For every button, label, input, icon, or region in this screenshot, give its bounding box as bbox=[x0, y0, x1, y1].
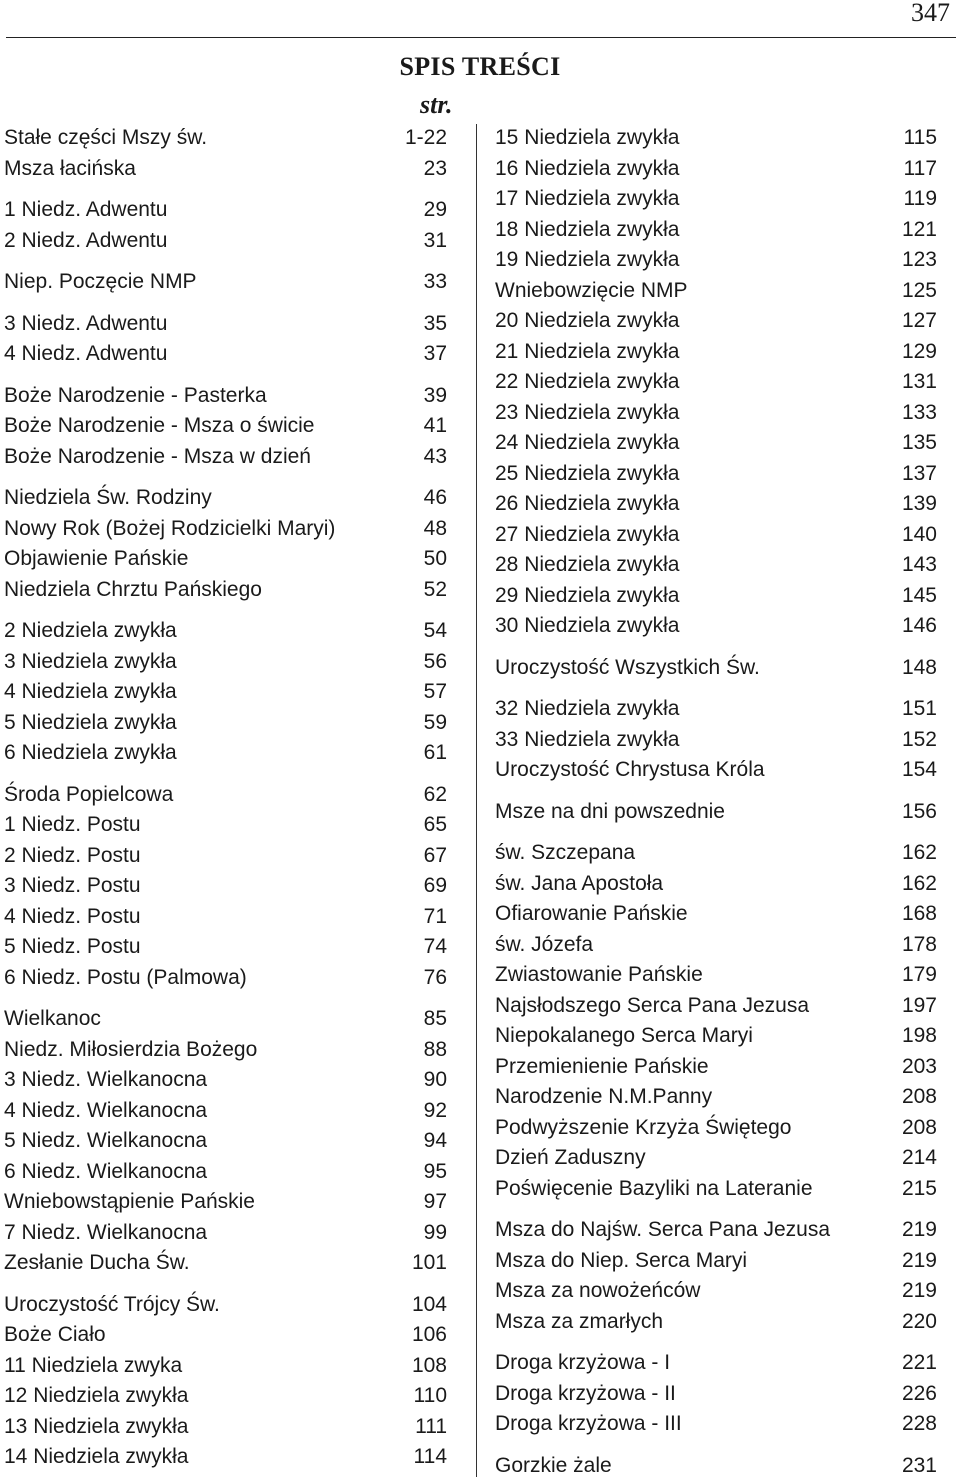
toc-entry-title: 25 Niedziela zwykła bbox=[495, 459, 894, 490]
toc-entry-page: 101 bbox=[404, 1248, 448, 1279]
toc-entry-title: 29 Niedziela zwykła bbox=[495, 581, 894, 612]
toc-entry-page: 50 bbox=[416, 544, 448, 575]
toc-entry-page: 129 bbox=[894, 337, 937, 368]
toc-entry-page: 31 bbox=[416, 226, 448, 257]
toc-group bbox=[495, 1215, 937, 1337]
toc-entry-title: 4 Niedziela zwykła bbox=[4, 677, 416, 708]
toc-entry-title: Objawienie Pańskie bbox=[4, 544, 416, 575]
toc-entry-title: Podwyższenie Krzyża Świętego bbox=[495, 1113, 894, 1144]
toc-entry bbox=[495, 489, 937, 520]
toc-entry bbox=[495, 1113, 937, 1144]
toc-entry bbox=[4, 411, 448, 442]
toc-entry-page: 97 bbox=[416, 1187, 448, 1218]
toc-group bbox=[4, 1290, 448, 1473]
toc-entry-title: Niepokalanego Serca Maryi bbox=[495, 1021, 894, 1052]
toc-entry-title: 5 Niedz. Postu bbox=[4, 932, 416, 963]
toc-entry-title: 17 Niedziela zwykła bbox=[495, 184, 896, 215]
toc-entry-title: Boże Narodzenie - Msza o świcie bbox=[4, 411, 416, 442]
toc-entry-title: Niedziela Św. Rodziny bbox=[4, 483, 416, 514]
toc-entry bbox=[495, 428, 937, 459]
toc-entry-page: 221 bbox=[894, 1348, 937, 1379]
toc-entry bbox=[4, 810, 448, 841]
toc-entry-title: Msza do Najśw. Serca Pana Jezusa bbox=[495, 1215, 894, 1246]
header-rule bbox=[6, 37, 956, 38]
toc-entry bbox=[4, 339, 448, 370]
toc-entry bbox=[4, 1187, 448, 1218]
toc-entry-title: 20 Niedziela zwykła bbox=[495, 306, 894, 337]
toc-entry-title: Uroczystość Chrystusa Króla bbox=[495, 755, 894, 786]
toc-entry-title: 5 Niedziela zwykła bbox=[4, 708, 416, 739]
toc-entry-page: 208 bbox=[894, 1082, 937, 1113]
toc-entry-title: 4 Niedz. Postu bbox=[4, 902, 416, 933]
toc-entry-page: 133 bbox=[894, 398, 937, 429]
toc-entry-title: 4 Niedz. Wielkanocna bbox=[4, 1096, 416, 1127]
toc-entry-page: 92 bbox=[416, 1096, 448, 1127]
toc-entry-page: 151 bbox=[894, 694, 937, 725]
toc-entry-page: 90 bbox=[416, 1065, 448, 1096]
toc-entry-title: Msza do Niep. Serca Maryi bbox=[495, 1246, 894, 1277]
toc-entry-page: 146 bbox=[894, 611, 937, 642]
toc-entry bbox=[495, 1379, 937, 1410]
toc-entry-title: 3 Niedziela zwykła bbox=[4, 647, 416, 678]
toc-group bbox=[4, 195, 448, 256]
toc-entry-page: 57 bbox=[416, 677, 448, 708]
toc-entry-title: 7 Niedz. Wielkanocna bbox=[4, 1218, 416, 1249]
toc-entry-title: 12 Niedziela zwykła bbox=[4, 1381, 406, 1412]
toc-entry bbox=[4, 514, 448, 545]
toc-entry-page: 123 bbox=[894, 245, 937, 276]
toc-entry bbox=[4, 154, 448, 185]
toc-entry-page: 62 bbox=[416, 780, 448, 811]
toc-entry-page: 85 bbox=[416, 1004, 448, 1035]
toc-group bbox=[4, 381, 448, 473]
toc-entry-page: 65 bbox=[416, 810, 448, 841]
toc-entry bbox=[4, 226, 448, 257]
toc-entry-page: 114 bbox=[406, 1442, 448, 1473]
toc-entry bbox=[495, 1409, 937, 1440]
toc-entry-page: 59 bbox=[416, 708, 448, 739]
toc-entry bbox=[4, 616, 448, 647]
toc-entry-title: 5 Niedz. Wielkanocna bbox=[4, 1126, 416, 1157]
column-divider bbox=[476, 124, 477, 1477]
toc-entry-title: 22 Niedziela zwykła bbox=[495, 367, 894, 398]
toc-entry bbox=[4, 1126, 448, 1157]
toc-entry bbox=[495, 550, 937, 581]
toc-entry-page: 29 bbox=[416, 195, 448, 226]
toc-entry-page: 88 bbox=[416, 1035, 448, 1066]
toc-entry bbox=[495, 337, 937, 368]
toc-entry-title: 2 Niedziela zwykła bbox=[4, 616, 416, 647]
toc-entry-page: 214 bbox=[894, 1143, 937, 1174]
toc-entry-page: 198 bbox=[894, 1021, 937, 1052]
toc-entry bbox=[4, 871, 448, 902]
toc-entry bbox=[495, 367, 937, 398]
toc-group bbox=[4, 780, 448, 994]
toc-entry-title: 3 Niedz. Postu bbox=[4, 871, 416, 902]
toc-left-column bbox=[4, 123, 448, 1473]
toc-entry-page: 37 bbox=[416, 339, 448, 370]
toc-entry bbox=[495, 653, 937, 684]
toc-entry-page: 110 bbox=[406, 1381, 448, 1412]
toc-entry bbox=[4, 708, 448, 739]
toc-entry-title: 15 Niedziela zwykła bbox=[495, 123, 896, 154]
toc-entry-title: 1 Niedz. Adwentu bbox=[4, 195, 416, 226]
toc-entry-page: 46 bbox=[416, 483, 448, 514]
toc-entry bbox=[4, 902, 448, 933]
toc-entry-title: 33 Niedziela zwykła bbox=[495, 725, 894, 756]
toc-entry bbox=[4, 1065, 448, 1096]
toc-entry-page: 220 bbox=[894, 1307, 937, 1338]
toc-entry-page: 76 bbox=[416, 963, 448, 994]
toc-entry-page: 178 bbox=[894, 930, 937, 961]
toc-entry-title: 3 Niedz. Adwentu bbox=[4, 309, 416, 340]
page-number: 347 bbox=[911, 0, 950, 28]
toc-entry-page: 137 bbox=[894, 459, 937, 490]
toc-entry bbox=[495, 459, 937, 490]
toc-entry bbox=[495, 611, 937, 642]
toc-group bbox=[495, 797, 937, 828]
toc-entry-title: Wniebowzięcie NMP bbox=[495, 276, 894, 307]
toc-entry bbox=[4, 963, 448, 994]
toc-entry-page: 125 bbox=[894, 276, 937, 307]
toc-entry-title: Boże Ciało bbox=[4, 1320, 404, 1351]
toc-entry-page: 219 bbox=[894, 1246, 937, 1277]
toc-entry-title: Uroczystość Wszystkich Św. bbox=[495, 653, 894, 684]
toc-entry bbox=[495, 930, 937, 961]
toc-entry bbox=[4, 267, 448, 298]
toc-entry bbox=[4, 1351, 448, 1382]
toc-entry-page: 121 bbox=[894, 215, 937, 246]
toc-entry-title: Msza za zmarłych bbox=[495, 1307, 894, 1338]
toc-entry-title: Uroczystość Trójcy Św. bbox=[4, 1290, 404, 1321]
toc-entry bbox=[4, 1248, 448, 1279]
toc-entry-page: 69 bbox=[416, 871, 448, 902]
toc-entry bbox=[495, 245, 937, 276]
toc-entry-page: 104 bbox=[404, 1290, 448, 1321]
toc-entry-title: 27 Niedziela zwykła bbox=[495, 520, 894, 551]
toc-entry-page: 208 bbox=[894, 1113, 937, 1144]
toc-entry-page: 127 bbox=[894, 306, 937, 337]
toc-entry bbox=[495, 991, 937, 1022]
toc-entry-page: 94 bbox=[416, 1126, 448, 1157]
toc-entry-title: 2 Niedz. Postu bbox=[4, 841, 416, 872]
toc-entry bbox=[495, 520, 937, 551]
toc-entry-page: 168 bbox=[894, 899, 937, 930]
toc-entry bbox=[4, 575, 448, 606]
page-column-label: str. bbox=[420, 90, 453, 120]
toc-entry bbox=[4, 1320, 448, 1351]
toc-entry-page: 1-22 bbox=[397, 123, 448, 154]
toc-entry-page: 179 bbox=[894, 960, 937, 991]
toc-entry-title: 6 Niedz. Postu (Palmowa) bbox=[4, 963, 416, 994]
toc-entry-page: 143 bbox=[894, 550, 937, 581]
toc-entry-title: 18 Niedziela zwykła bbox=[495, 215, 894, 246]
toc-entry-page: 61 bbox=[416, 738, 448, 769]
toc-entry bbox=[495, 1174, 937, 1205]
toc-entry bbox=[495, 1082, 937, 1113]
toc-entry-page: 35 bbox=[416, 309, 448, 340]
toc-group bbox=[4, 267, 448, 298]
toc-entry bbox=[4, 1157, 448, 1188]
toc-entry bbox=[4, 309, 448, 340]
toc-entry-title: Boże Narodzenie - Pasterka bbox=[4, 381, 416, 412]
toc-entry-page: 228 bbox=[894, 1409, 937, 1440]
toc-right-column bbox=[495, 123, 937, 1481]
toc-entry bbox=[495, 1246, 937, 1277]
toc-group bbox=[4, 1004, 448, 1279]
toc-entry bbox=[495, 797, 937, 828]
toc-entry-page: 115 bbox=[896, 123, 937, 154]
toc-entry-title: 13 Niedziela zwykła bbox=[4, 1412, 407, 1443]
toc-entry-page: 215 bbox=[894, 1174, 937, 1205]
toc-entry-title: 32 Niedziela zwykła bbox=[495, 694, 894, 725]
toc-entry-title: św. Józefa bbox=[495, 930, 894, 961]
toc-entry bbox=[4, 1218, 448, 1249]
toc-entry bbox=[495, 398, 937, 429]
toc-entry-title: Środa Popielcowa bbox=[4, 780, 416, 811]
toc-entry-title: 1 Niedz. Postu bbox=[4, 810, 416, 841]
toc-entry bbox=[4, 544, 448, 575]
toc-entry bbox=[495, 899, 937, 930]
toc-entry-page: 139 bbox=[894, 489, 937, 520]
toc-entry bbox=[495, 123, 937, 154]
toc-entry-title: Dzień Zaduszny bbox=[495, 1143, 894, 1174]
toc-entry bbox=[495, 154, 937, 185]
toc-entry-title: św. Szczepana bbox=[495, 838, 894, 869]
toc-entry bbox=[495, 1143, 937, 1174]
toc-entry-page: 41 bbox=[416, 411, 448, 442]
toc-entry bbox=[4, 195, 448, 226]
toc-entry-page: 219 bbox=[894, 1215, 937, 1246]
toc-entry-title: Msza łacińska bbox=[4, 154, 416, 185]
toc-entry-page: 119 bbox=[896, 184, 937, 215]
toc-entry-title: 6 Niedz. Wielkanocna bbox=[4, 1157, 416, 1188]
toc-entry-page: 226 bbox=[894, 1379, 937, 1410]
toc-entry-page: 39 bbox=[416, 381, 448, 412]
toc-entry-title: Niep. Poczęcie NMP bbox=[4, 267, 416, 298]
toc-entry bbox=[4, 841, 448, 872]
toc-entry bbox=[495, 1052, 937, 1083]
toc-entry-title: 24 Niedziela zwykła bbox=[495, 428, 894, 459]
toc-entry-page: 231 bbox=[894, 1451, 937, 1481]
toc-entry-title: 6 Niedziela zwykła bbox=[4, 738, 416, 769]
toc-entry-page: 162 bbox=[894, 869, 937, 900]
toc-entry-page: 156 bbox=[894, 797, 937, 828]
toc-entry bbox=[495, 184, 937, 215]
toc-entry bbox=[495, 755, 937, 786]
toc-group bbox=[495, 653, 937, 684]
toc-entry-title: Zwiastowanie Pańskie bbox=[495, 960, 894, 991]
toc-entry bbox=[495, 1307, 937, 1338]
toc-entry bbox=[4, 677, 448, 708]
toc-entry-title: 3 Niedz. Wielkanocna bbox=[4, 1065, 416, 1096]
toc-entry bbox=[495, 276, 937, 307]
toc-entry bbox=[495, 1021, 937, 1052]
toc-group bbox=[495, 694, 937, 786]
toc-entry-page: 111 bbox=[407, 1412, 448, 1443]
toc-entry-page: 219 bbox=[894, 1276, 937, 1307]
toc-entry-title: 16 Niedziela zwykła bbox=[495, 154, 896, 185]
toc-entry-title: Msze na dni powszednie bbox=[495, 797, 894, 828]
toc-entry-title: 11 Niedziela zwyka bbox=[4, 1351, 404, 1382]
toc-entry-title: Boże Narodzenie - Msza w dzień bbox=[4, 442, 416, 473]
toc-entry bbox=[495, 215, 937, 246]
toc-entry bbox=[4, 1096, 448, 1127]
page-title: SPIS TREŚCI bbox=[0, 52, 960, 82]
toc-entry-title: Niedz. Miłosierdzia Bożego bbox=[4, 1035, 416, 1066]
toc-entry-page: 145 bbox=[894, 581, 937, 612]
toc-entry-title: Droga krzyżowa - III bbox=[495, 1409, 894, 1440]
toc-entry-page: 106 bbox=[404, 1320, 448, 1351]
toc-entry bbox=[4, 483, 448, 514]
toc-entry-title: Ofiarowanie Pańskie bbox=[495, 899, 894, 930]
toc-entry-title: Wielkanoc bbox=[4, 1004, 416, 1035]
toc-entry-title: Msza za nowożeńców bbox=[495, 1276, 894, 1307]
toc-entry-page: 117 bbox=[896, 154, 937, 185]
toc-group bbox=[4, 123, 448, 184]
toc-entry-title: św. Jana Apostoła bbox=[495, 869, 894, 900]
toc-entry-title: 26 Niedziela zwykła bbox=[495, 489, 894, 520]
toc-entry-title: 2 Niedz. Adwentu bbox=[4, 226, 416, 257]
toc-entry bbox=[4, 780, 448, 811]
toc-entry-page: 154 bbox=[894, 755, 937, 786]
toc-entry bbox=[4, 442, 448, 473]
toc-entry bbox=[4, 738, 448, 769]
toc-entry-title: 4 Niedz. Adwentu bbox=[4, 339, 416, 370]
toc-entry-title: 23 Niedziela zwykła bbox=[495, 398, 894, 429]
toc-entry-title: 21 Niedziela zwykła bbox=[495, 337, 894, 368]
toc-entry-title: 19 Niedziela zwykła bbox=[495, 245, 894, 276]
toc-group bbox=[495, 838, 937, 1204]
toc-entry bbox=[4, 123, 448, 154]
toc-entry-title: Przemienienie Pańskie bbox=[495, 1052, 894, 1083]
toc-group bbox=[4, 483, 448, 605]
toc-entry bbox=[495, 725, 937, 756]
toc-entry-page: 56 bbox=[416, 647, 448, 678]
toc-entry bbox=[495, 581, 937, 612]
toc-group bbox=[495, 1348, 937, 1440]
toc-group bbox=[4, 309, 448, 370]
toc-entry-page: 162 bbox=[894, 838, 937, 869]
toc-entry-title: 30 Niedziela zwykła bbox=[495, 611, 894, 642]
toc-entry-title: 28 Niedziela zwykła bbox=[495, 550, 894, 581]
toc-entry-page: 140 bbox=[894, 520, 937, 551]
toc-entry-page: 67 bbox=[416, 841, 448, 872]
toc-entry-page: 54 bbox=[416, 616, 448, 647]
toc-entry-title: Droga krzyżowa - I bbox=[495, 1348, 894, 1379]
toc-entry bbox=[495, 960, 937, 991]
toc-entry-page: 33 bbox=[416, 267, 448, 298]
toc-entry bbox=[4, 932, 448, 963]
toc-entry-title: Narodzenie N.M.Panny bbox=[495, 1082, 894, 1113]
toc-entry-page: 71 bbox=[416, 902, 448, 933]
toc-group bbox=[495, 1451, 937, 1481]
toc-entry bbox=[4, 1381, 448, 1412]
toc-entry-page: 131 bbox=[894, 367, 937, 398]
toc-entry bbox=[4, 1290, 448, 1321]
toc-entry bbox=[4, 381, 448, 412]
toc-entry-title: Zesłanie Ducha Św. bbox=[4, 1248, 404, 1279]
toc-entry bbox=[4, 647, 448, 678]
toc-entry-page: 108 bbox=[404, 1351, 448, 1382]
toc-entry bbox=[4, 1004, 448, 1035]
toc-entry-title: Gorzkie żale bbox=[495, 1451, 894, 1481]
toc-entry bbox=[495, 1348, 937, 1379]
toc-group bbox=[495, 123, 937, 642]
toc-entry-page: 43 bbox=[416, 442, 448, 473]
toc-entry bbox=[495, 1276, 937, 1307]
toc-entry-page: 203 bbox=[894, 1052, 937, 1083]
toc-entry bbox=[4, 1442, 448, 1473]
toc-entry-title: 14 Niedziela zwykła bbox=[4, 1442, 406, 1473]
toc-entry-page: 74 bbox=[416, 932, 448, 963]
toc-entry bbox=[495, 306, 937, 337]
toc-entry-title: Nowy Rok (Bożej Rodzicielki Maryi) bbox=[4, 514, 416, 545]
toc-entry-title: Najsłodszego Serca Pana Jezusa bbox=[495, 991, 894, 1022]
toc-entry-page: 135 bbox=[894, 428, 937, 459]
toc-entry bbox=[495, 1215, 937, 1246]
toc-entry-title: Droga krzyżowa - II bbox=[495, 1379, 894, 1410]
toc-entry bbox=[495, 694, 937, 725]
toc-entry-page: 95 bbox=[416, 1157, 448, 1188]
toc-entry-page: 148 bbox=[894, 653, 937, 684]
toc-entry-page: 23 bbox=[416, 154, 448, 185]
toc-entry bbox=[4, 1412, 448, 1443]
toc-entry-page: 48 bbox=[416, 514, 448, 545]
toc-entry bbox=[495, 1451, 937, 1481]
toc-entry-title: Wniebowstąpienie Pańskie bbox=[4, 1187, 416, 1218]
toc-entry-page: 197 bbox=[894, 991, 937, 1022]
toc-entry bbox=[495, 869, 937, 900]
toc-entry-page: 152 bbox=[894, 725, 937, 756]
toc-entry-title: Poświęcenie Bazyliki na Lateranie bbox=[495, 1174, 894, 1205]
toc-entry-title: Niedziela Chrztu Pańskiego bbox=[4, 575, 416, 606]
toc-entry-page: 52 bbox=[416, 575, 448, 606]
toc-group bbox=[4, 616, 448, 769]
toc-entry-page: 99 bbox=[416, 1218, 448, 1249]
toc-entry-title: Stałe części Mszy św. bbox=[4, 123, 397, 154]
toc-entry bbox=[495, 838, 937, 869]
toc-entry bbox=[4, 1035, 448, 1066]
